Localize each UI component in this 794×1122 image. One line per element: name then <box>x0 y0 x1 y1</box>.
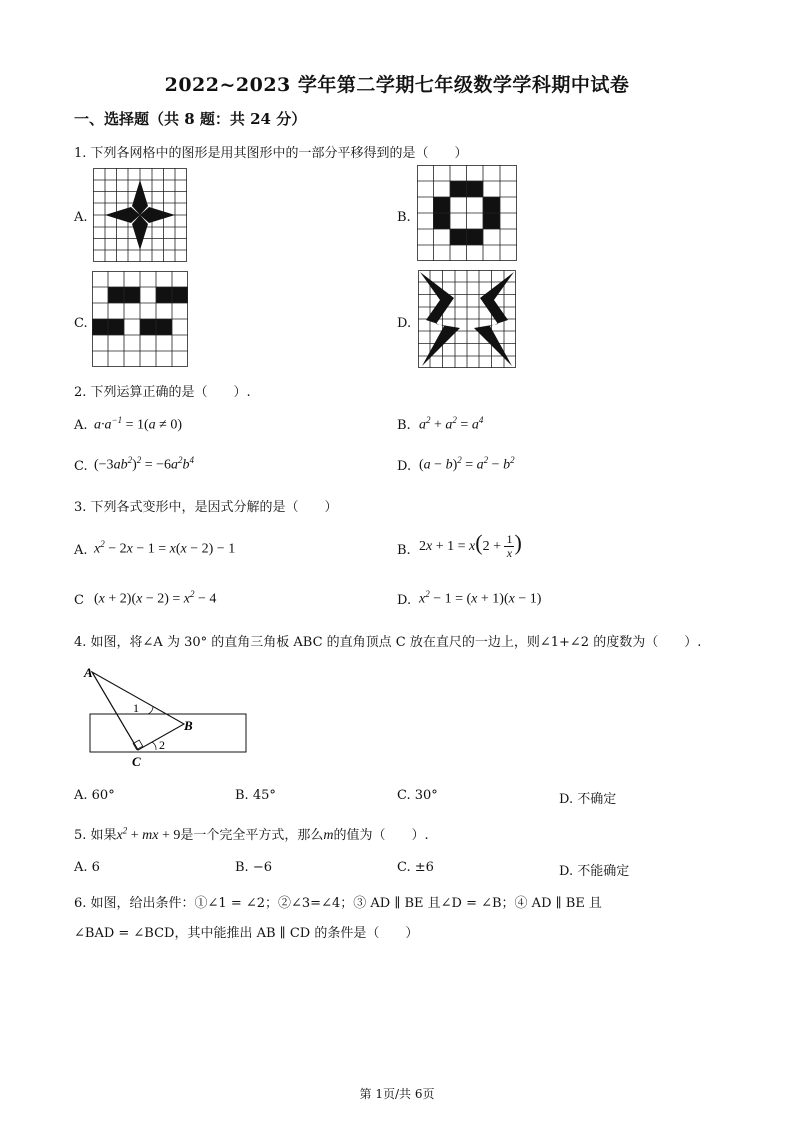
q1-option-b-label: B. <box>397 210 411 225</box>
q3-option-a-formula: $x^2 - 2x - 1 = x(x - 2) - 1$ <box>94 539 236 557</box>
q3-option-c-formula: $(x + 2)(x - 2) = x^2 - 4$ <box>94 589 217 607</box>
question-3-text: 3. 下列各式变形中，是因式分解的是（ ） <box>74 500 338 515</box>
q5-expression: $x^2$ + mx + 9 <box>116 825 181 843</box>
q5-option-b: B. −6 <box>235 860 272 875</box>
q4-option-c: C. 30° <box>397 788 438 803</box>
q5-option-a: A. 6 <box>74 860 100 875</box>
page-footer: 第 1页/共 6页 <box>359 1087 435 1101</box>
q1-grid-a <box>93 168 187 262</box>
q4-label-angle-1: 1 <box>133 701 139 715</box>
q4-option-a: A. 60° <box>74 788 115 803</box>
q3-option-c-label: C <box>74 593 84 608</box>
q2-option-b-formula: $a^2 + a^2 = a^4$ <box>419 415 484 433</box>
q5-option-c: C. ±6 <box>397 860 434 875</box>
q1-grid-c <box>92 271 188 367</box>
q4-label-a: A <box>84 665 93 680</box>
q3-option-b-formula: 2x + 1 = x(2 + $\frac{1}{x}$ ) <box>419 530 522 561</box>
q2-option-d-formula: $(a - b)^2 = a^2 - b^2$ <box>419 455 515 473</box>
question-2-text: 2. 下列运算正确的是（ ）. <box>74 385 251 400</box>
q5-variable: m <box>323 828 334 843</box>
q3-option-b-label: B. <box>397 543 411 558</box>
q5-text-before: 5. 如果 <box>74 828 117 843</box>
question-6-line-1: 6. 如图，给出条件：①∠1 = ∠2；②∠3=∠4；③ AD ∥ BE 且∠D = ∠B；④ AD ∥ BE 且 <box>74 896 602 911</box>
q2-option-d-label: D. <box>397 459 412 474</box>
q4-label-angle-2: 2 <box>159 738 165 752</box>
question-4-text: 4. 如图，将∠A 为 30° 的直角三角板 ABC 的直角顶点 C 放在直尺的一边上，则∠1+∠2 的度数为（ ）. <box>74 635 702 650</box>
q1-grid-d <box>418 270 516 368</box>
page-title: 2022~2023 学年第二学期七年级数学学科期中试卷 <box>164 74 630 96</box>
q5-option-d: D. 不能确定 <box>559 864 630 879</box>
q4-label-b: B <box>184 718 193 733</box>
q5-text-after: 是一个完全平方式，那么 <box>180 828 324 843</box>
q4-triangle-ruler-figure <box>82 662 257 770</box>
q2-option-c-label: C. <box>74 459 88 474</box>
q2-option-a-formula: $a\cdot a^{-1} = 1(a \ne 0)$ <box>94 415 182 433</box>
q3-option-a-label: A. <box>74 543 88 558</box>
section-heading: 一、选择题（共 8 题：共 24 分） <box>74 110 307 128</box>
q5-text-end: 的值为（ ）. <box>333 828 429 843</box>
q1-option-c-label: C. <box>74 316 88 331</box>
q2-option-a-label: A. <box>74 418 88 433</box>
q4-option-b: B. 45° <box>235 788 276 803</box>
question-6-line-2: ∠BAD = ∠BCD，其中能推出 AB ∥ CD 的条件是（ ） <box>74 926 419 941</box>
q4-label-c: C <box>132 754 141 769</box>
q2-option-b-label: B. <box>397 418 411 433</box>
q4-option-d: D. 不确定 <box>559 792 617 807</box>
question-1-text: 1. 下列各网格中的图形是用其图形中的一部分平移得到的是（ ） <box>74 146 468 161</box>
q2-option-c-formula: $(-3ab^2)^2 = -6a^2b^4$ <box>94 455 195 473</box>
q1-option-a-label: A. <box>74 210 88 225</box>
q3-option-d-label: D. <box>397 593 412 608</box>
question-5-text <box>74 824 429 844</box>
q1-grid-b <box>417 165 517 261</box>
q1-option-d-label: D. <box>397 316 412 331</box>
q3-option-d-formula: $x^2 - 1 = (x + 1)(x - 1)$ <box>419 589 542 607</box>
